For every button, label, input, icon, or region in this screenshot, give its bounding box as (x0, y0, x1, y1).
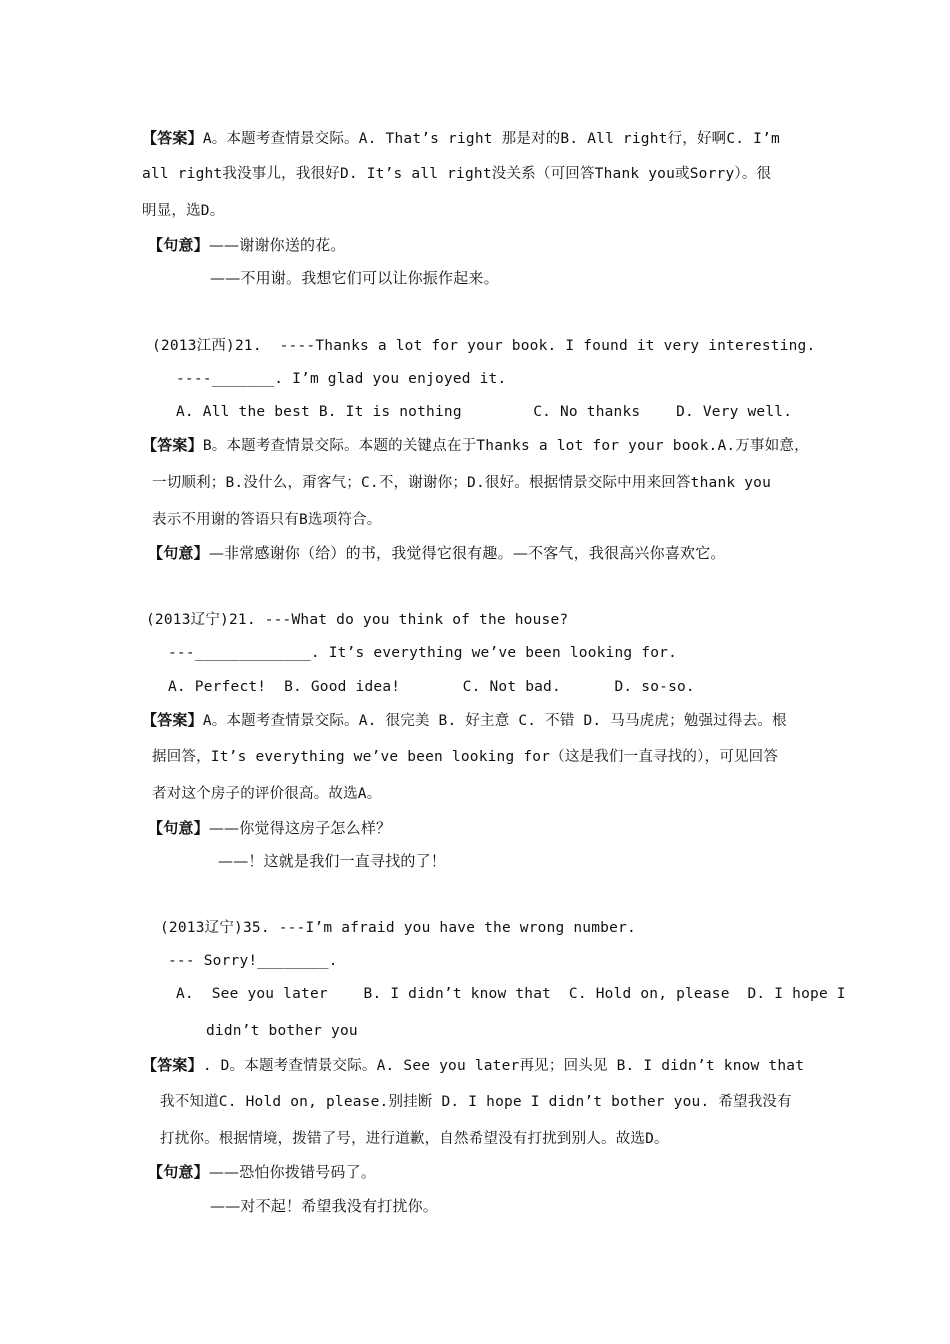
q4-answer-text-1: . D。本题考查情景交际。A. See you later再见；回头见 B. I didn’t know that (202, 1058, 805, 1074)
q3-answer-text-1: A。本题考查情景交际。A. 很完美 B. 好主意 C. 不错 D. 马马虎虎；勉强过得去。根 (202, 713, 787, 729)
q3-answer-label: 【答案】 (142, 711, 203, 729)
q1-meaning-line-1 (148, 235, 346, 255)
q3-reply: ---_____________. It’s everything we’ve been looking for. (168, 645, 677, 661)
q3-meaning-label: 【句意】 (148, 819, 209, 837)
q3-meaning-line-2: ——！这就是我们一直寻找的了！ (218, 852, 447, 870)
q4-reply: --- Sorry!________. (168, 953, 338, 969)
q3-meaning-line-1 (148, 818, 391, 838)
q1-meaning-label: 【句意】 (148, 236, 209, 254)
q2-meaning-line-1 (148, 543, 726, 563)
q4-answer-line-2: 我不知道C. Hold on, please.别挂断 D. I hope I didn’t bother you. 希望我没有 (160, 1094, 792, 1110)
q3-meaning-text-1: ——你觉得这房子怎么样？ (208, 819, 392, 837)
q4-options-line-2: didn’t bother you (206, 1023, 358, 1039)
q1-answer-line-2: all right我没事儿，我很好D. It’s all right没关系（可回答Thank you或Sorry）。很 (142, 166, 772, 182)
q4-question: (2013辽宁)35. ---I’m afraid you have the wrong number. (160, 920, 636, 936)
q3-options: A. Perfect! B. Good idea! C. Not bad. D. so-so. (168, 679, 695, 695)
q1-answer-text-1: A。本题考查情景交际。A. That’s right 那是对的B. All right行，好啊C. I’m (202, 131, 780, 147)
q4-meaning-text-1: ——恐怕你拨错号码了。 (208, 1163, 377, 1181)
q1-meaning-line-2: ——不用谢。我想它们可以让你振作起来。 (210, 269, 499, 287)
q4-options-line-1: A. See you later B. I didn’t know that C. Hold on, please D. I hope I (176, 986, 846, 1002)
q4-answer-line-3: 打扰你。根据情境，拨错了号，进行道歉，自然希望没有打扰到别人。故选D。 (160, 1131, 669, 1147)
q4-meaning-label: 【句意】 (148, 1163, 209, 1181)
q3-answer-line-1 (142, 710, 787, 731)
q1-answer-line-1 (142, 128, 780, 149)
q2-answer-line-3: 表示不用谢的答语只有B选项符合。 (152, 512, 382, 528)
q4-answer-line-1 (142, 1055, 804, 1076)
q1-answer-line-3: 明显，选D。 (142, 203, 225, 219)
q2-answer-label: 【答案】 (142, 436, 203, 454)
q4-answer-label: 【答案】 (142, 1056, 203, 1074)
q2-answer-line-1 (142, 435, 809, 456)
q4-meaning-line-1 (148, 1162, 376, 1182)
q2-answer-line-2: 一切顺利；B.没什么，甭客气；C.不，谢谢你；D.很好。根据情景交际中用来回答thank you (152, 475, 772, 491)
q1-answer-label: 【答案】 (142, 129, 203, 147)
q2-question: (2013江西)21. ----Thanks a lot for your book. I found it very interesting. (152, 338, 816, 354)
q2-reply: ----_______. I’m glad you enjoyed it. (176, 371, 507, 387)
q2-meaning-text-1: —非常感谢你（给）的书，我觉得它很有趣。—不客气，我很高兴你喜欢它。 (208, 544, 726, 562)
q1-meaning-text-1: ——谢谢你送的花。 (208, 236, 346, 254)
q3-answer-line-3: 者对这个房子的评价很高。故选A。 (152, 786, 382, 802)
q2-options: A. All the best B. It is nothing C. No thanks D. Very well. (176, 404, 793, 420)
q3-answer-line-2: 据回答，It’s everything we’ve been looking for（这是我们一直寻找的），可见回答 (152, 749, 779, 765)
q3-question: (2013辽宁)21. ---What do you think of the house? (146, 612, 569, 628)
q2-meaning-label: 【句意】 (148, 544, 209, 562)
q2-answer-text-1: B。本题考查情景交际。本题的关键点在于Thanks a lot for your book.A.万事如意， (202, 438, 809, 454)
q4-meaning-line-2: ——对不起！希望我没有打扰你。 (210, 1197, 439, 1215)
